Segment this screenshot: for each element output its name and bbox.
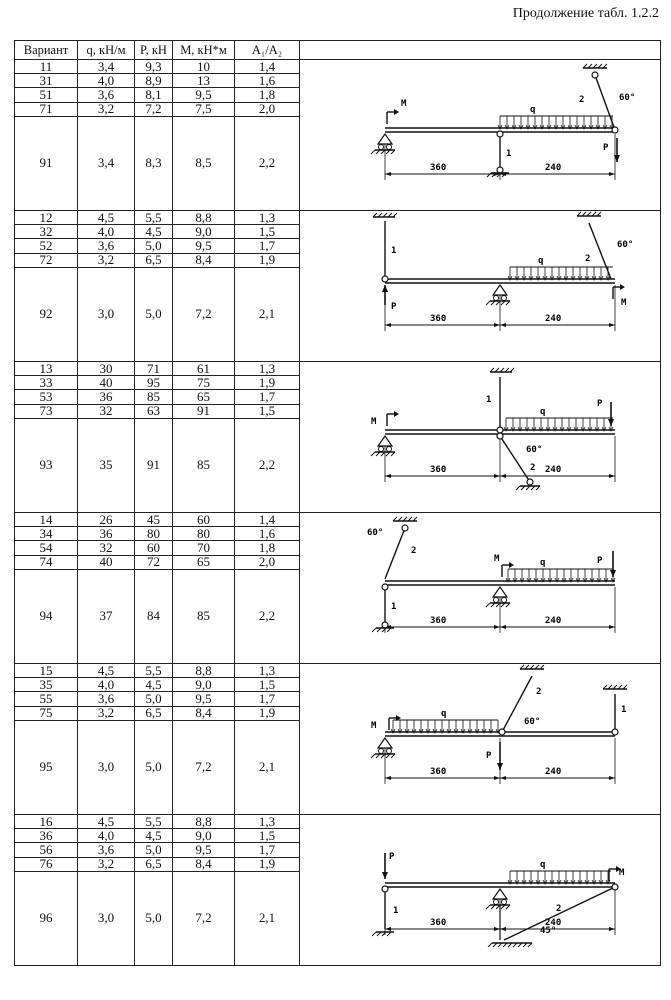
area-ratio-cell: 1,7	[235, 239, 300, 253]
m-cell: 8,4	[173, 253, 235, 267]
moment-label: M	[401, 99, 407, 109]
variant-cell: 71	[15, 102, 78, 116]
q-cell: 40	[78, 555, 135, 569]
m-cell: 9,0	[173, 678, 235, 692]
p-cell: 8,9	[135, 74, 173, 88]
variant-cell: 55	[15, 692, 78, 706]
variant-cell: 33	[15, 376, 78, 390]
q-cell: 4,0	[78, 225, 135, 239]
moment-label: M	[494, 554, 500, 564]
p-cell: 60	[135, 541, 173, 555]
q-cell: 3,2	[78, 102, 135, 116]
m-cell: 61	[173, 362, 235, 376]
m-cell: 7,2	[173, 720, 235, 814]
dimension-240: 240	[545, 616, 562, 626]
area-ratio-cell: 1,8	[235, 541, 300, 555]
variant-cell: 51	[15, 88, 78, 102]
figure-cell	[300, 60, 661, 211]
load-label: q	[530, 105, 536, 115]
p-cell: 4,5	[135, 225, 173, 239]
angle-label: 60°	[524, 717, 541, 727]
area-ratio-cell: 1,3	[235, 815, 300, 829]
variant-cell: 94	[15, 569, 78, 663]
p-cell: 5,5	[135, 664, 173, 678]
area-ratio-cell: 1,4	[235, 60, 300, 74]
q-cell: 40	[78, 376, 135, 390]
p-cell: 8,1	[135, 88, 173, 102]
rod-1-label: 1	[486, 395, 492, 405]
table-row	[15, 513, 661, 527]
variant-cell: 72	[15, 253, 78, 267]
m-cell: 10	[173, 60, 235, 74]
area-ratio-cell: 2,1	[235, 267, 300, 361]
q-cell: 3,4	[78, 60, 135, 74]
q-cell: 4,0	[78, 829, 135, 843]
dimension-360: 360	[430, 314, 447, 324]
m-cell: 7,5	[173, 102, 235, 116]
header-figure	[300, 41, 661, 60]
area-ratio-cell: 2,2	[235, 418, 300, 512]
p-cell: 5,0	[135, 843, 173, 857]
moment-label: M	[621, 298, 627, 308]
area-ratio-cell: 1,7	[235, 390, 300, 404]
q-cell: 36	[78, 527, 135, 541]
variant-cell: 11	[15, 60, 78, 74]
q-cell: 3,2	[78, 253, 135, 267]
area-ratio-cell: 2,2	[235, 116, 300, 210]
q-cell: 3,6	[78, 239, 135, 253]
p-cell: 72	[135, 555, 173, 569]
area-ratio-cell: 2,2	[235, 569, 300, 663]
force-label: P	[486, 751, 492, 761]
p-cell: 6,5	[135, 857, 173, 871]
area-ratio-cell: 1,6	[235, 74, 300, 88]
moment-label: M	[371, 721, 377, 731]
rod-2-label: 2	[579, 95, 585, 105]
p-cell: 5,0	[135, 871, 173, 965]
p-cell: 5,0	[135, 720, 173, 814]
variant-cell: 73	[15, 404, 78, 418]
area-ratio-cell: 1,9	[235, 376, 300, 390]
rod-2-label: 2	[411, 546, 417, 556]
rod-1-label: 1	[391, 602, 397, 612]
p-cell: 95	[135, 376, 173, 390]
m-cell: 9,5	[173, 692, 235, 706]
m-cell: 8,4	[173, 706, 235, 720]
m-cell: 70	[173, 541, 235, 555]
area-ratio-cell: 2,0	[235, 102, 300, 116]
q-cell: 3,2	[78, 706, 135, 720]
q-cell: 36	[78, 390, 135, 404]
m-cell: 8,8	[173, 815, 235, 829]
variant-cell: 92	[15, 267, 78, 361]
q-cell: 3,0	[78, 267, 135, 361]
header-variant: Вариант	[15, 41, 78, 60]
q-cell: 3,4	[78, 116, 135, 210]
force-label: P	[597, 399, 603, 409]
q-cell: 26	[78, 513, 135, 527]
m-cell: 80	[173, 527, 235, 541]
area-ratio-cell: 1,3	[235, 362, 300, 376]
rod-1-label: 1	[393, 906, 399, 916]
p-cell: 5,5	[135, 211, 173, 225]
rod-1-label: 1	[506, 149, 512, 159]
figure-cell	[300, 362, 661, 513]
table-row	[15, 60, 661, 74]
dimension-360: 360	[430, 918, 447, 928]
moment-label: M	[619, 868, 625, 878]
area-ratio-cell: 1,5	[235, 225, 300, 239]
variant-cell: 12	[15, 211, 78, 225]
rod-2-label: 2	[585, 254, 591, 264]
load-label: q	[538, 256, 544, 266]
q-cell: 32	[78, 404, 135, 418]
m-cell: 13	[173, 74, 235, 88]
m-cell: 9,5	[173, 88, 235, 102]
angle-label: 60°	[617, 240, 634, 250]
rod-2-label: 2	[556, 904, 562, 914]
p-cell: 4,5	[135, 829, 173, 843]
m-cell: 7,2	[173, 267, 235, 361]
dimension-360: 360	[430, 163, 447, 173]
m-cell: 65	[173, 555, 235, 569]
m-cell: 75	[173, 376, 235, 390]
force-label: P	[389, 852, 395, 862]
variant-cell: 96	[15, 871, 78, 965]
p-cell: 80	[135, 527, 173, 541]
variant-cell: 16	[15, 815, 78, 829]
area-ratio-cell: 2,1	[235, 720, 300, 814]
m-cell: 85	[173, 418, 235, 512]
q-cell: 3,6	[78, 843, 135, 857]
variants-table	[14, 40, 661, 966]
table-row	[15, 362, 661, 376]
rod-2-label: 2	[530, 463, 536, 473]
m-cell: 9,5	[173, 239, 235, 253]
force-label: P	[603, 143, 609, 153]
q-cell: 4,5	[78, 211, 135, 225]
beam-scheme-1	[300, 60, 661, 210]
dimension-240: 240	[545, 314, 562, 324]
table-row	[15, 211, 661, 225]
q-cell: 30	[78, 362, 135, 376]
table-row	[15, 815, 661, 829]
q-cell: 3,6	[78, 88, 135, 102]
variant-cell: 13	[15, 362, 78, 376]
area-ratio-cell: 1,9	[235, 857, 300, 871]
p-cell: 84	[135, 569, 173, 663]
dimension-240: 240	[545, 918, 562, 928]
moment-label: M	[371, 417, 377, 427]
variant-cell: 74	[15, 555, 78, 569]
variant-cell: 93	[15, 418, 78, 512]
figure-cell	[300, 664, 661, 815]
p-cell: 8,3	[135, 116, 173, 210]
q-cell: 35	[78, 418, 135, 512]
area-ratio-cell: 1,6	[235, 527, 300, 541]
variant-cell: 32	[15, 225, 78, 239]
m-cell: 9,5	[173, 843, 235, 857]
table-row	[15, 664, 661, 678]
area-ratio-cell: 1,8	[235, 88, 300, 102]
variant-cell: 35	[15, 678, 78, 692]
beam-scheme-4	[300, 513, 661, 663]
m-cell: 8,5	[173, 116, 235, 210]
p-cell: 63	[135, 404, 173, 418]
area-ratio-cell: 2,0	[235, 555, 300, 569]
rod-1-label: 1	[391, 246, 397, 256]
angle-label: 45°	[540, 926, 557, 936]
figure-cell	[300, 513, 661, 664]
header-q: q, кН/м	[78, 41, 135, 60]
p-cell: 5,5	[135, 815, 173, 829]
header-area-ratio: A₁/A₂	[235, 41, 300, 60]
header-m: M, кН*м	[173, 41, 235, 60]
dimension-360: 360	[430, 767, 447, 777]
m-cell: 9,0	[173, 225, 235, 239]
load-label: q	[540, 558, 546, 568]
p-cell: 4,5	[135, 678, 173, 692]
m-cell: 60	[173, 513, 235, 527]
variant-cell: 91	[15, 116, 78, 210]
area-ratio-cell: 1,4	[235, 513, 300, 527]
q-cell: 4,5	[78, 815, 135, 829]
p-cell: 71	[135, 362, 173, 376]
q-cell: 4,0	[78, 678, 135, 692]
variant-cell: 95	[15, 720, 78, 814]
q-cell: 37	[78, 569, 135, 663]
p-cell: 7,2	[135, 102, 173, 116]
m-cell: 65	[173, 390, 235, 404]
q-cell: 3,0	[78, 871, 135, 965]
m-cell: 7,2	[173, 871, 235, 965]
m-cell: 8,4	[173, 857, 235, 871]
area-ratio-cell: 1,9	[235, 253, 300, 267]
dimension-240: 240	[545, 465, 562, 475]
figure-cell	[300, 211, 661, 362]
header-row	[15, 41, 661, 60]
angle-label: 60°	[367, 528, 384, 538]
area-ratio-cell: 1,5	[235, 678, 300, 692]
q-cell: 32	[78, 541, 135, 555]
force-label: P	[597, 556, 603, 566]
beam-scheme-3	[300, 362, 661, 512]
variant-cell: 15	[15, 664, 78, 678]
p-cell: 6,5	[135, 253, 173, 267]
area-ratio-cell: 1,7	[235, 843, 300, 857]
variant-cell: 54	[15, 541, 78, 555]
load-label: q	[540, 407, 546, 417]
area-ratio-cell: 1,7	[235, 692, 300, 706]
p-cell: 5,0	[135, 692, 173, 706]
variant-cell: 75	[15, 706, 78, 720]
angle-label: 60°	[619, 93, 636, 103]
area-ratio-cell: 1,5	[235, 829, 300, 843]
variant-cell: 31	[15, 74, 78, 88]
rod-1-label: 1	[621, 705, 627, 715]
angle-label: 60°	[526, 445, 543, 455]
figure-cell	[300, 815, 661, 966]
dimension-360: 360	[430, 616, 447, 626]
p-cell: 6,5	[135, 706, 173, 720]
rod-2-label: 2	[536, 687, 542, 697]
p-cell: 9,3	[135, 60, 173, 74]
m-cell: 91	[173, 404, 235, 418]
force-label: P	[391, 302, 397, 312]
variant-cell: 34	[15, 527, 78, 541]
m-cell: 8,8	[173, 211, 235, 225]
q-cell: 3,6	[78, 692, 135, 706]
p-cell: 45	[135, 513, 173, 527]
dimension-240: 240	[545, 163, 562, 173]
header-p: P, кН	[135, 41, 173, 60]
p-cell: 91	[135, 418, 173, 512]
p-cell: 85	[135, 390, 173, 404]
dimension-240: 240	[545, 767, 562, 777]
p-cell: 5,0	[135, 239, 173, 253]
beam-scheme-2	[300, 211, 661, 361]
q-cell: 4,0	[78, 74, 135, 88]
table-caption: Продолжение табл. 1.2.2	[512, 6, 659, 21]
variant-cell: 52	[15, 239, 78, 253]
variant-cell: 56	[15, 843, 78, 857]
q-cell: 3,2	[78, 857, 135, 871]
area-ratio-cell: 1,3	[235, 211, 300, 225]
m-cell: 8,8	[173, 664, 235, 678]
variant-cell: 14	[15, 513, 78, 527]
beam-scheme-5	[300, 664, 661, 814]
variant-cell: 76	[15, 857, 78, 871]
beam-scheme-6	[300, 815, 661, 965]
load-label: q	[540, 860, 546, 870]
p-cell: 5,0	[135, 267, 173, 361]
m-cell: 85	[173, 569, 235, 663]
area-ratio-cell: 2,1	[235, 871, 300, 965]
m-cell: 9,0	[173, 829, 235, 843]
dimension-360: 360	[430, 465, 447, 475]
area-ratio-cell: 1,3	[235, 664, 300, 678]
area-ratio-cell: 1,9	[235, 706, 300, 720]
load-label: q	[441, 709, 447, 719]
variant-cell: 53	[15, 390, 78, 404]
area-ratio-cell: 1,5	[235, 404, 300, 418]
variant-cell: 36	[15, 829, 78, 843]
q-cell: 4,5	[78, 664, 135, 678]
q-cell: 3,0	[78, 720, 135, 814]
